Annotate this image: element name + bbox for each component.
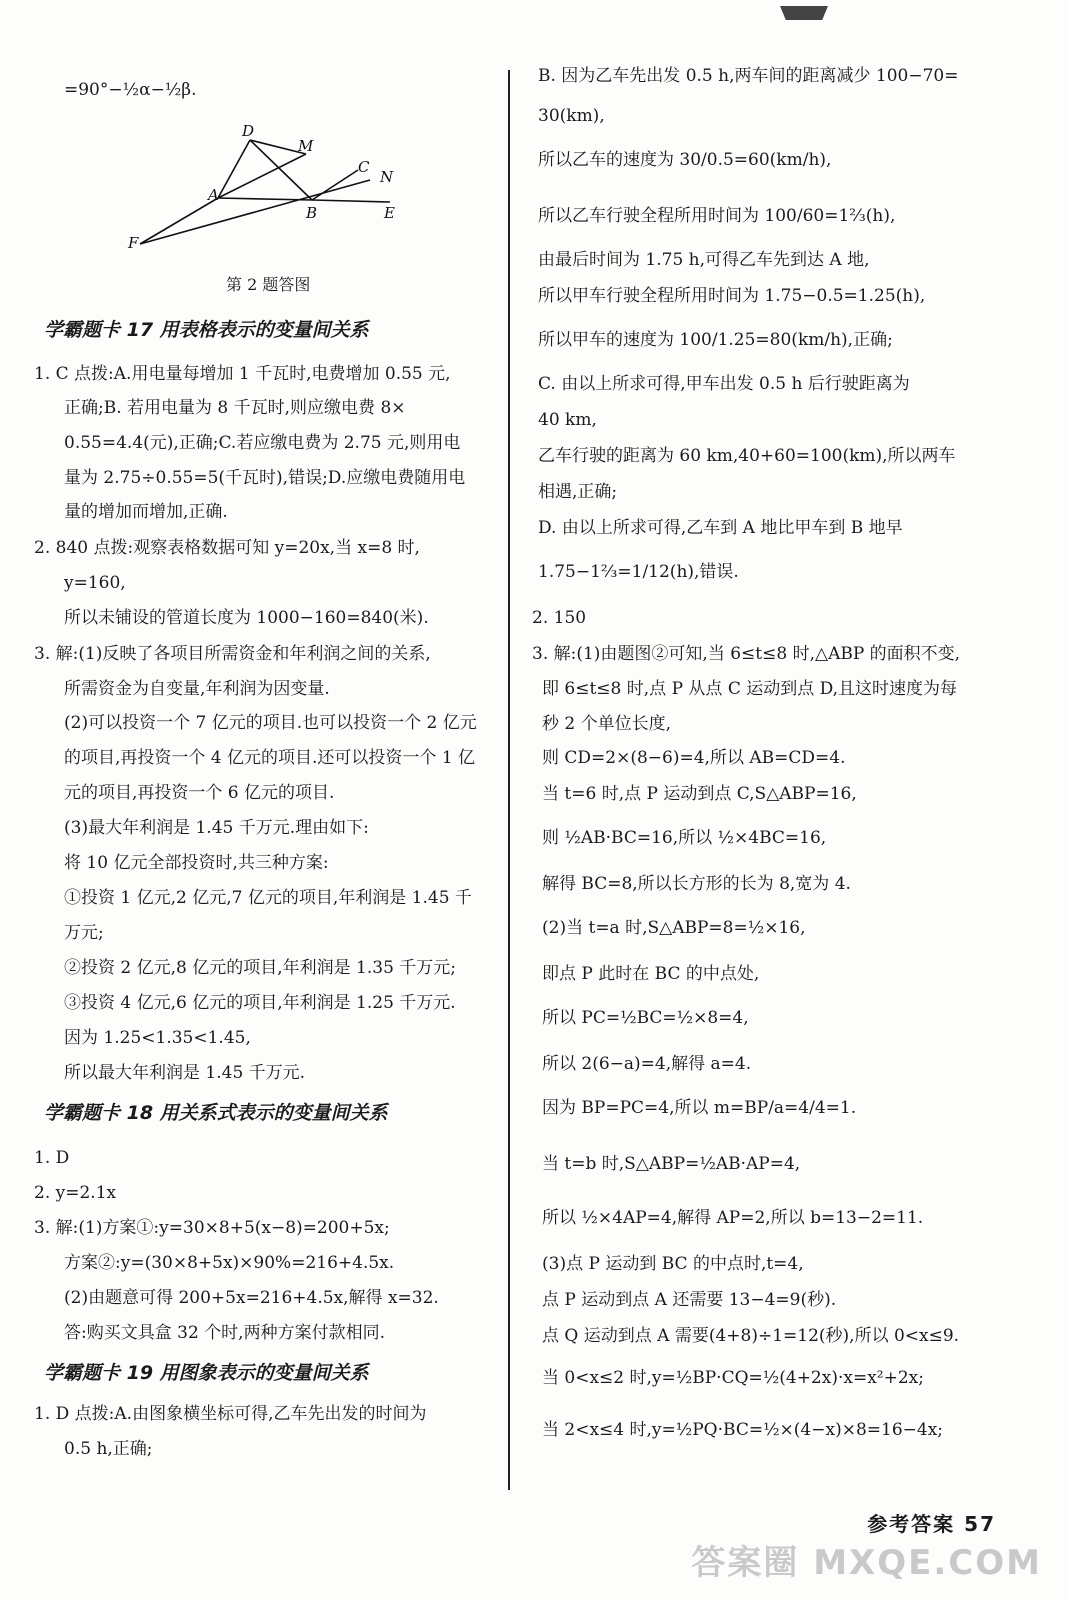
text-line: 所以甲车的速度为 100/1.25=80(km/h),正确; bbox=[538, 330, 893, 350]
text-line: 所以未铺设的管道长度为 1000−160=840(米). bbox=[64, 608, 429, 628]
text-line: 3. 解:(1)方案①:y=30×8+5(x−8)=200+5x; bbox=[34, 1218, 390, 1238]
text-line: 2. y=2.1x bbox=[34, 1183, 117, 1203]
text-line: 2. 150 bbox=[532, 608, 587, 628]
text-line: 的项目,再投资一个 4 亿元的项目.还可以投资一个 1 亿 bbox=[64, 748, 476, 768]
text-line: 由最后时间为 1.75 h,可得乙车先到达 A 地, bbox=[538, 250, 870, 270]
line-FN bbox=[140, 180, 370, 244]
page-corner-tab bbox=[780, 6, 828, 20]
footer-label: 参考答案 bbox=[867, 1512, 956, 1536]
text-line: 秒 2 个单位长度, bbox=[542, 714, 672, 734]
figure-caption: 第 2 题答图 bbox=[226, 275, 311, 294]
text-line: 1. C 点拨:A.用电量每增加 1 千瓦时,电费增加 0.55 元, bbox=[34, 364, 451, 384]
text-line: 1.75−1⅔=1/12(h),错误. bbox=[538, 562, 739, 582]
text-line: =90°−½α−½β. bbox=[64, 80, 197, 100]
text-line: 量为 2.75÷0.55=5(千瓦时),错误;D.应缴电费随用电 bbox=[64, 468, 466, 488]
text-line: (2)可以投资一个 7 亿元的项目.也可以投资一个 2 亿元 bbox=[64, 713, 477, 733]
text-line: 则 ½AB·BC=16,所以 ½×4BC=16, bbox=[542, 828, 827, 848]
label-E: E bbox=[384, 204, 395, 222]
column-divider bbox=[508, 70, 510, 1490]
text-line: 点 P 运动到点 A 还需要 13−4=9(秒). bbox=[542, 1290, 837, 1310]
text-line: 元的项目,再投资一个 6 亿元的项目. bbox=[64, 783, 335, 803]
text-line: 将 10 亿元全部投资时,共三种方案: bbox=[64, 853, 329, 873]
text-line: 3. 解:(1)反映了各项目所需资金和年利润之间的关系, bbox=[34, 644, 431, 664]
text-line: 即 6≤t≤8 时,点 P 从点 C 运动到点 D,且这时速度为每 bbox=[542, 679, 958, 699]
line-FA bbox=[140, 198, 218, 244]
text-line: 2. 840 点拨:观察表格数据可知 y=20x,当 x=8 时, bbox=[34, 538, 420, 558]
text-line: C. 由以上所求可得,甲车出发 0.5 h 后行驶距离为 bbox=[538, 374, 910, 394]
text-line: ③投资 4 亿元,6 亿元的项目,年利润是 1.25 千万元. bbox=[64, 993, 456, 1013]
text-line: 因为 1.25<1.35<1.45, bbox=[64, 1028, 251, 1048]
text-line: 方案②:y=(30×8+5x)×90%=216+4.5x. bbox=[64, 1253, 395, 1273]
text-line: 当 t=b 时,S△ABP=½AB·AP=4, bbox=[542, 1154, 801, 1174]
text-line: 所以 PC=½BC=½×8=4, bbox=[542, 1008, 749, 1028]
text-line: 0.55=4.4(元),正确;C.若应缴电费为 2.75 元,则用电 bbox=[64, 433, 461, 453]
label-B: B bbox=[306, 204, 318, 222]
text-line: (2)当 t=a 时,S△ABP=8=½×16, bbox=[542, 918, 806, 938]
text-line: 万元; bbox=[64, 923, 104, 943]
text-line: B. 因为乙车先出发 0.5 h,两车间的距离减少 100−70= bbox=[538, 66, 959, 86]
text-line: 所需资金为自变量,年利润为因变量. bbox=[64, 679, 330, 699]
page-number: 57 bbox=[964, 1512, 996, 1536]
text-line: 30(km), bbox=[538, 106, 605, 126]
text-line: 3. 解:(1)由题图②可知,当 6≤t≤8 时,△ABP 的面积不变, bbox=[532, 644, 961, 664]
text-line: 正确;B. 若用电量为 8 千瓦时,则应缴电费 8× bbox=[64, 398, 406, 418]
section-heading: 学霸题卡 17 用表格表示的变量间关系 bbox=[44, 319, 369, 341]
label-M: M bbox=[298, 137, 314, 155]
text-line: 1. D bbox=[34, 1148, 70, 1168]
line-BE bbox=[312, 200, 390, 202]
text-line: 所以 2(6−a)=4,解得 a=4. bbox=[542, 1054, 752, 1074]
text-line: 则 CD=2×(8−6)=4,所以 AB=CD=4. bbox=[542, 748, 846, 768]
text-line: 0.5 h,正确; bbox=[64, 1439, 153, 1459]
text-line: y=160, bbox=[64, 573, 126, 593]
text-line: 乙车行驶的距离为 60 km,40+60=100(km),所以两车 bbox=[538, 446, 956, 466]
text-line: 所以最大年利润是 1.45 千万元. bbox=[64, 1063, 306, 1083]
text-line: ①投资 1 亿元,2 亿元,7 亿元的项目,年利润是 1.45 千 bbox=[64, 888, 472, 908]
text-line: 所以乙车行驶全程所用时间为 100/60=1⅔(h), bbox=[538, 206, 896, 226]
text-line: (2)由题意可得 200+5x=216+4.5x,解得 x=32. bbox=[64, 1288, 439, 1308]
label-F: F bbox=[128, 234, 139, 252]
text-line: 所以乙车的速度为 30/0.5=60(km/h), bbox=[538, 150, 832, 170]
text-line: 所以 ½×4AP=4,解得 AP=2,所以 b=13−2=11. bbox=[542, 1208, 924, 1228]
page-footer bbox=[867, 1508, 996, 1537]
text-line: 相遇,正确; bbox=[538, 482, 618, 502]
text-line: 答:购买文具盒 32 个时,两种方案付款相同. bbox=[64, 1323, 385, 1343]
section-heading: 学霸题卡 19 用图象表示的变量间关系 bbox=[44, 1362, 369, 1384]
text-line: 即点 P 此时在 BC 的中点处, bbox=[542, 964, 760, 984]
text-line: 点 Q 运动到点 A 需要(4+8)÷1=12(秒),所以 0<x≤9. bbox=[542, 1326, 960, 1346]
label-N: N bbox=[380, 168, 394, 186]
text-line: 所以甲车行驶全程所用时间为 1.75−0.5=1.25(h), bbox=[538, 286, 926, 306]
text-line: ②投资 2 亿元,8 亿元的项目,年利润是 1.35 千万元; bbox=[64, 958, 457, 978]
text-line: 当 t=6 时,点 P 运动到点 C,S△ABP=16, bbox=[542, 784, 857, 804]
text-line: 量的增加而增加,正确. bbox=[64, 502, 228, 522]
watermark: 答案圈 MXQE.COM bbox=[691, 1543, 1042, 1583]
label-A: A bbox=[208, 186, 219, 204]
label-D: D bbox=[242, 122, 255, 140]
text-line: 解得 BC=8,所以长方形的长为 8,宽为 4. bbox=[542, 874, 851, 894]
text-line: (3)最大年利润是 1.45 千万元.理由如下: bbox=[64, 818, 369, 838]
text-line: 当 2<x≤4 时,y=½PQ·BC=½×(4−x)×8=16−4x; bbox=[542, 1420, 944, 1440]
text-line: 1. D 点拨:A.由图象横坐标可得,乙车先出发的时间为 bbox=[34, 1404, 427, 1424]
geometry-figure bbox=[100, 120, 420, 265]
text-line: 40 km, bbox=[538, 410, 597, 430]
label-C: C bbox=[358, 158, 370, 176]
section-heading: 学霸题卡 18 用关系式表示的变量间关系 bbox=[44, 1102, 388, 1124]
line-AM bbox=[218, 154, 306, 198]
text-line: D. 由以上所求可得,乙车到 A 地比甲车到 B 地早 bbox=[538, 518, 903, 538]
text-line: 当 0<x≤2 时,y=½BP·CQ=½(4+2x)·x=x²+2x; bbox=[542, 1368, 924, 1388]
text-line: (3)点 P 运动到 BC 的中点时,t=4, bbox=[542, 1254, 804, 1274]
text-line: 因为 BP=PC=4,所以 m=BP/a=4/4=1. bbox=[542, 1098, 857, 1118]
